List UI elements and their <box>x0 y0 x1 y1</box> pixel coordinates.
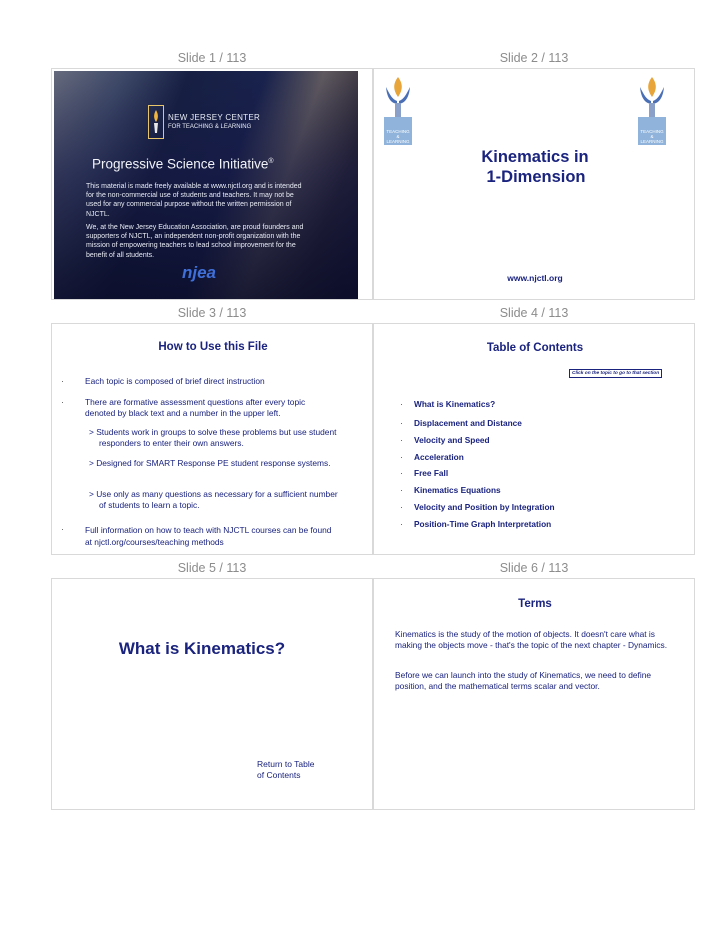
sub-bullet-text: > Designed for SMART Response PE student response systems. <box>89 458 331 468</box>
deck-title-line1: Kinematics in <box>481 148 589 166</box>
slide-title: Terms <box>518 598 552 610</box>
njctl-logo-right <box>634 73 670 147</box>
return-link-line2: of Contents <box>257 769 301 780</box>
bullet-icon: · <box>400 502 403 512</box>
logo-caption: TEACHING & LEARNING <box>640 129 664 144</box>
slide-6-label: Slide 6 / 113 <box>499 561 569 575</box>
njea-logo: njea <box>182 263 217 282</box>
slide-3-label: Slide 3 / 113 <box>177 306 247 320</box>
toc-item[interactable]: Acceleration <box>414 452 464 462</box>
toc-item[interactable]: Velocity and Speed <box>414 435 490 445</box>
slide-2-label: Slide 2 / 113 <box>499 51 569 65</box>
registered-mark: ® <box>268 158 274 165</box>
slide-1-label: Slide 1 / 113 <box>177 51 247 65</box>
bullet-text: There are formative assessment questions after every topic denoted by black text and a number in the upper left. <box>85 397 306 418</box>
bullet-icon: · <box>400 468 403 478</box>
terms-paragraph-1: Kinematics is the study of the motion of objects. It doesn't care what is making the objects move - that's the topic of the next chapter - Dynamics. <box>395 629 668 650</box>
slide-6[interactable] <box>373 578 695 810</box>
toc-item[interactable]: Displacement and Distance <box>414 418 522 428</box>
initiative-title <box>92 154 274 173</box>
return-link-line1: Return to Table <box>257 759 315 769</box>
toc-hint: Click on the topic to go to that section <box>569 369 662 378</box>
toc-item[interactable]: What is Kinematics? <box>414 399 496 409</box>
bullet-icon: · <box>400 418 403 428</box>
slide-title: How to Use this File <box>158 341 268 353</box>
slide-2[interactable] <box>373 68 695 300</box>
slide-5[interactable] <box>51 578 373 810</box>
toc-item[interactable]: Velocity and Position by Integration <box>414 502 555 512</box>
deck-title <box>374 147 695 187</box>
logo-caption: TEACHING & LEARNING <box>386 129 410 144</box>
bullet-icon: · <box>61 397 64 407</box>
org-name-line2: FOR TEACHING & LEARNING <box>168 124 252 130</box>
bullet-text: Each topic is composed of brief direct instruction <box>85 376 265 386</box>
slide-4-label: Slide 4 / 113 <box>499 306 569 320</box>
bullet-icon: · <box>400 485 403 495</box>
disclaimer-paragraph: This material is made freely available at www.njctl.org and is intended for the non-commercial use of students and teachers. It may not be used for any commercial purpose without the written permission of NJCTL. <box>86 183 302 218</box>
toc-item[interactable]: Kinematics Equations <box>414 485 501 495</box>
terms-paragraph-2: Before we can launch into the study of Kinematics, we need to define position, and the mathematical terms scalar and vector. <box>395 670 652 691</box>
slide-5-label: Slide 5 / 113 <box>177 561 247 575</box>
cover-photo <box>54 71 358 299</box>
slide-3[interactable] <box>51 323 373 555</box>
return-to-toc-link[interactable] <box>257 759 315 780</box>
bullet-icon: · <box>400 399 403 409</box>
bullet-icon: · <box>400 452 403 462</box>
website-link[interactable]: www.njctl.org <box>507 273 563 283</box>
torch-logo-icon <box>148 105 164 139</box>
njctl-logo-left <box>380 73 416 147</box>
initiative-text: Progressive Science Initiative <box>92 156 269 172</box>
org-name-line1: NEW JERSEY CENTER <box>168 113 261 122</box>
deck-title-line2: 1-Dimension <box>486 168 586 186</box>
bullet-icon: · <box>400 519 403 529</box>
slide-4[interactable] <box>373 323 695 555</box>
slide-1[interactable] <box>51 68 373 300</box>
slide-title: Table of Contents <box>486 342 584 354</box>
section-title: What is Kinematics? <box>118 639 286 658</box>
bullet-icon: · <box>61 524 64 534</box>
njea-paragraph: We, at the New Jersey Education Association, are proud founders and supporters of NJCTL, an independent non-profit organization with the mission of empowering teachers to lead school improvement for the benefit of all students. <box>86 224 304 259</box>
toc-item[interactable]: Free Fall <box>414 468 449 478</box>
bullet-text: Full information on how to teach with NJCTL courses can be found at njctl.org/courses/teaching methods <box>85 525 332 547</box>
sub-bullet-text: > Use only as many questions as necessary for a sufficient number of students to learn a topic. <box>89 489 338 510</box>
bullet-icon: · <box>61 376 64 386</box>
toc-item[interactable]: Position-Time Graph Interpretation <box>414 519 552 529</box>
sub-bullet-text: > Students work in groups to solve these problems but use student responders to enter their own answers. <box>89 427 337 448</box>
bullet-icon: · <box>400 435 403 445</box>
